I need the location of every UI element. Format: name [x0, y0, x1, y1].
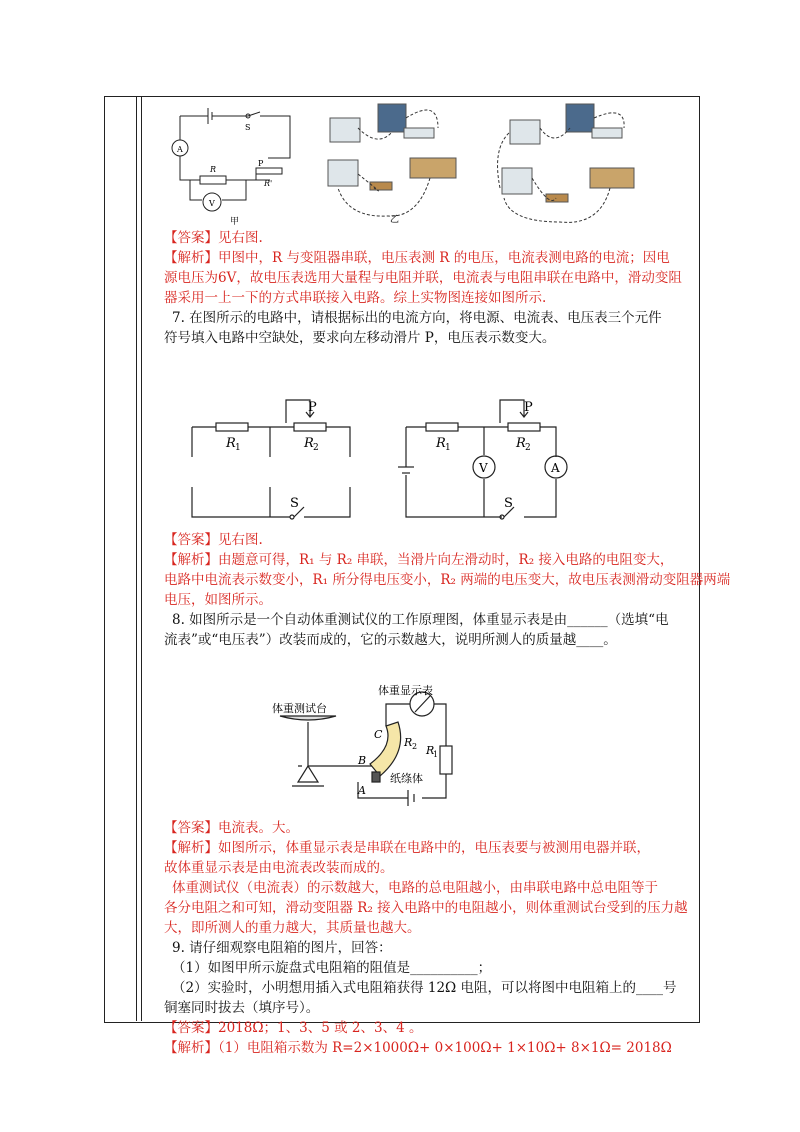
q7-analysis-line-3: 电压，如图所示。 — [164, 592, 272, 608]
jia-slider-label: P — [258, 159, 264, 168]
q8-answer: 【答案】电流表。大。 — [164, 820, 299, 836]
q8-analysis-line-4: 各分电阻之和可知，滑动变阻器 R₂ 接入电路中的电阻越小，则体重测试台受到的压力越 — [164, 900, 688, 916]
q9-answer: 【答案】2018Ω；1、3、5 或 2、3、4 。 — [164, 1020, 423, 1036]
table-column-2 — [136, 96, 142, 1021]
q8-analysis-line-2: 故体重显示表是由电流表改装而成的。 — [164, 860, 394, 876]
q7-q-r1-sub: 1 — [235, 443, 241, 453]
q7-circuit-question — [190, 395, 360, 530]
jia-voltmeter-label: V — [209, 199, 215, 208]
jia-ammeter-label: A — [177, 145, 183, 154]
q7-a-slider-label: P — [524, 400, 533, 415]
q6-answer: 【答案】见右图. — [164, 230, 263, 246]
q9-question-line-3: （2）实验时，小明想用插入式电阻箱获得 12Ω 电阻，可以将图中电阻箱上的____号 — [172, 980, 677, 996]
q8-insulator-label: 纸绦体 — [390, 772, 423, 785]
q8-analysis-line-5: 大，即所测人的重力越大，其质量也越大。 — [164, 920, 421, 936]
q8-platform-label: 体重测试台 — [272, 702, 327, 715]
q8-question-line-2: 流表”或“电压表”）改装而成的，它的示数越大，说明所测人的质量越____。 — [164, 632, 617, 648]
q8-r2-label: R — [404, 736, 413, 749]
q7-a-voltmeter-label: V — [479, 461, 488, 475]
yi-caption: 乙 — [390, 215, 400, 225]
q8-r1-label: R — [426, 744, 435, 757]
jia-switch-label: S — [245, 123, 251, 132]
q7-a-switch-label: S — [504, 496, 513, 511]
q7-q-slider-label: P — [308, 400, 317, 415]
q9-analysis-line-1: 【解析】（1）电阻箱示数为 R=2×1000Ω+ 0×100Ω+ 1×10Ω+ 8×1Ω= 2018Ω — [164, 1040, 672, 1056]
q8-point-a: A — [358, 784, 366, 797]
q7-a-ammeter-label: A — [551, 461, 560, 475]
q7-circuit-answer — [396, 395, 576, 530]
q9-question-line-1: 9. 请仔细观察电阻箱的图片，回答： — [172, 940, 392, 956]
q6-analysis-line-2: 源电压为6V，故电压表选用大量程与电阻并联，电流表与电阻串联在电路中，滑动变阻 — [164, 270, 682, 286]
q7-question-line-2: 符号填入电路中空缺处，要求向左移动滑片 P，电压表示数变大。 — [164, 330, 556, 346]
q7-a-r1-label: R — [436, 436, 446, 451]
q7-q-r2-sub: 2 — [313, 443, 319, 453]
q9-question-line-4: 铜塞同时拔去（填序号）。 — [164, 1000, 320, 1016]
q8-question-line-1: 8. 如图所示是一个自动体重测试仪的工作原理图，体重显示表是由______（选填“电 — [172, 612, 669, 628]
q7-q-r1-label: R — [226, 436, 236, 451]
q8-r1-sub: 1 — [433, 750, 439, 759]
q8-point-b: B — [358, 754, 367, 767]
q7-question-line-1: 7. 在图所示的电路中，请根据标出的电流方向，将电源、电流表、电压表三个元件 — [172, 310, 662, 326]
q7-answer: 【答案】见右图. — [164, 532, 263, 548]
apparatus-picture-yi — [318, 98, 468, 228]
q7-q-r2-label: R — [304, 436, 314, 451]
q6-analysis-line-3: 器采用一上一下的方式串联接入电路。综上实物图连接如图所示. — [164, 290, 547, 306]
jia-rheostat-label: R' — [264, 179, 273, 188]
q7-a-r2-sub: 2 — [525, 443, 531, 453]
q8-analysis-line-1: 【解析】如图所示，体重显示表是串联在电路中的，电压表要与被测用电器并联， — [164, 840, 650, 856]
q7-analysis-line-1: 【解析】由题意可得，R₁ 与 R₂ 串联，当滑片向左滑动时，R₂ 接入电路的电阻变大， — [164, 552, 674, 568]
table-column-1 — [104, 96, 137, 1021]
q8-weight-tester-diagram — [268, 682, 488, 822]
q9-question-line-2: （1）如图甲所示旋盘式电阻箱的阻值是__________； — [172, 960, 492, 976]
q7-a-r1-sub: 1 — [445, 443, 451, 453]
circuit-diagram-jia — [160, 98, 300, 228]
apparatus-answer-picture — [490, 98, 640, 228]
q8-point-c: C — [374, 728, 383, 741]
q8-display-label: 体重显示表 — [378, 684, 433, 697]
q7-analysis-line-2: 电路中电流表示数变小，R₁ 所分得电压变小，R₂ 两端的电压变大，故电压表测滑动变阻器两端 — [164, 572, 731, 588]
q6-analysis-line-1: 【解析】甲图中，R 与变阻器串联，电压表测 R 的电压，电流表测电路的电流；因电 — [164, 250, 670, 266]
jia-caption: 甲 — [230, 217, 240, 227]
q8-analysis-line-3: 体重测试仪（电流表）的示数越大，电路的总电阻越小，由串联电路中总电阻等于 — [172, 880, 658, 896]
q7-a-r2-label: R — [516, 436, 526, 451]
q7-q-switch-label: S — [290, 496, 299, 511]
q8-r2-sub: 2 — [412, 742, 418, 751]
jia-resistor-label: R — [210, 165, 217, 174]
